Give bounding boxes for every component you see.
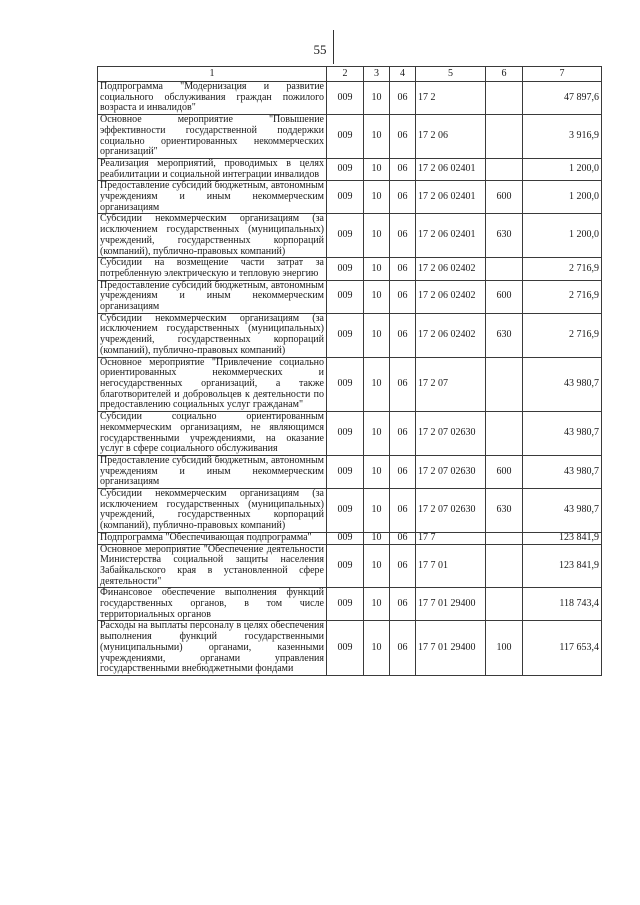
row-grbs-code: 009 (327, 158, 364, 180)
row-name: Субсидии некоммерческим организациям (за исключением государственных (муниципальных) учреждений, государственных корпораций (компаний), публично-правовых компаний) (98, 489, 327, 533)
row-subsection-code: 06 (390, 258, 416, 280)
table-row (98, 532, 602, 544)
row-grbs-code: 009 (327, 214, 364, 258)
row-target-code: 17 2 06 (416, 115, 486, 159)
row-target-code: 17 2 07 (416, 357, 486, 412)
table-row (98, 455, 602, 488)
row-amount: 43 980,7 (523, 489, 602, 533)
row-grbs-code: 009 (327, 621, 364, 676)
table-row (98, 357, 602, 412)
row-amount: 1 200,0 (523, 158, 602, 180)
row-expense-type-code (486, 258, 523, 280)
row-target-code: 17 2 06 02401 (416, 214, 486, 258)
row-subsection-code: 06 (390, 280, 416, 313)
row-section-code: 10 (364, 412, 390, 456)
row-target-code: 17 2 06 02402 (416, 280, 486, 313)
row-expense-type-code (486, 115, 523, 159)
row-name: Субсидии социально ориентированным некоммерческим организациям, не являющимся государственными учреждениями, на оказание услуг в сфере социального обслуживания (98, 412, 327, 456)
row-expense-type-code: 630 (486, 489, 523, 533)
row-subsection-code: 06 (390, 532, 416, 544)
row-expense-type-code: 100 (486, 621, 523, 676)
row-subsection-code: 06 (390, 621, 416, 676)
row-expense-type-code: 630 (486, 313, 523, 357)
table-row (98, 313, 602, 357)
row-name: Субсидии некоммерческим организациям (за исключением государственных (муниципальных) учреждений, государственных корпораций (компаний), публично-правовых компаний) (98, 313, 327, 357)
row-target-code: 17 2 06 02402 (416, 313, 486, 357)
header-row (98, 67, 602, 82)
row-grbs-code: 009 (327, 115, 364, 159)
header-col-7: 7 (523, 67, 602, 82)
row-grbs-code: 009 (327, 412, 364, 456)
row-amount: 43 980,7 (523, 357, 602, 412)
row-amount: 118 743,4 (523, 588, 602, 621)
row-grbs-code: 009 (327, 455, 364, 488)
row-grbs-code: 009 (327, 82, 364, 115)
row-section-code: 10 (364, 489, 390, 533)
table-row (98, 280, 602, 313)
row-expense-type-code (486, 82, 523, 115)
row-expense-type-code: 600 (486, 280, 523, 313)
row-subsection-code: 06 (390, 588, 416, 621)
row-section-code: 10 (364, 181, 390, 214)
row-grbs-code: 009 (327, 357, 364, 412)
row-amount: 2 716,9 (523, 313, 602, 357)
row-name: Предоставление субсидий бюджетным, автономным учреждениям и иным некоммерческим организациям (98, 455, 327, 488)
row-grbs-code: 009 (327, 280, 364, 313)
row-name: Предоставление субсидий бюджетным, автономным учреждениям и иным некоммерческим организациям (98, 181, 327, 214)
table-row (98, 181, 602, 214)
row-subsection-code: 06 (390, 82, 416, 115)
row-amount: 1 200,0 (523, 214, 602, 258)
row-name: Подпрограмма "Модернизация и развитие социального обслуживания граждан пожилого возраста и инвалидов" (98, 82, 327, 115)
row-amount: 2 716,9 (523, 280, 602, 313)
table-row (98, 588, 602, 621)
row-expense-type-code: 630 (486, 214, 523, 258)
row-grbs-code: 009 (327, 544, 364, 588)
row-section-code: 10 (364, 258, 390, 280)
row-section-code: 10 (364, 82, 390, 115)
page-number: 55 (313, 42, 327, 57)
budget-table (97, 66, 602, 676)
row-amount: 2 716,9 (523, 258, 602, 280)
row-subsection-code: 06 (390, 313, 416, 357)
table-row (98, 489, 602, 533)
row-grbs-code: 009 (327, 588, 364, 621)
table-row (98, 412, 602, 456)
table-row (98, 82, 602, 115)
row-name: Субсидии некоммерческим организациям (за исключением государственных (муниципальных) учреждений, государственных корпораций (компаний), публично-правовых компаний) (98, 214, 327, 258)
table-row (98, 158, 602, 180)
row-subsection-code: 06 (390, 489, 416, 533)
row-section-code: 10 (364, 588, 390, 621)
row-section-code: 10 (364, 280, 390, 313)
row-expense-type-code: 600 (486, 181, 523, 214)
row-grbs-code: 009 (327, 532, 364, 544)
table-body (98, 82, 602, 676)
row-section-code: 10 (364, 313, 390, 357)
row-amount: 43 980,7 (523, 412, 602, 456)
header-col-2: 2 (327, 67, 364, 82)
row-subsection-code: 06 (390, 455, 416, 488)
row-subsection-code: 06 (390, 357, 416, 412)
row-amount: 1 200,0 (523, 181, 602, 214)
row-subsection-code: 06 (390, 412, 416, 456)
row-name: Субсидии на возмещение части затрат за потребленную электрическую и тепловую энергию (98, 258, 327, 280)
row-section-code: 10 (364, 357, 390, 412)
row-section-code: 10 (364, 115, 390, 159)
row-amount: 47 897,6 (523, 82, 602, 115)
row-expense-type-code (486, 588, 523, 621)
row-amount: 3 916,9 (523, 115, 602, 159)
margin-mark (333, 30, 334, 64)
header-col-5: 5 (416, 67, 486, 82)
row-name: Расходы на выплаты персоналу в целях обеспечения выполнения функций государственными (муниципальными) органами, казенными учреждениями, органами управления государственными внебюджетными фондами (98, 621, 327, 676)
table-row (98, 544, 602, 588)
row-subsection-code: 06 (390, 544, 416, 588)
header-col-3: 3 (364, 67, 390, 82)
row-target-code: 17 2 07 02630 (416, 489, 486, 533)
row-expense-type-code (486, 532, 523, 544)
row-target-code: 17 2 06 02401 (416, 158, 486, 180)
row-target-code: 17 2 06 02401 (416, 181, 486, 214)
row-grbs-code: 009 (327, 258, 364, 280)
table-row (98, 115, 602, 159)
row-target-code: 17 2 07 02630 (416, 412, 486, 456)
row-subsection-code: 06 (390, 214, 416, 258)
row-expense-type-code (486, 357, 523, 412)
row-grbs-code: 009 (327, 313, 364, 357)
table-row (98, 621, 602, 676)
row-target-code: 17 7 01 (416, 544, 486, 588)
header-col-4: 4 (390, 67, 416, 82)
table-row (98, 214, 602, 258)
row-target-code: 17 7 01 29400 (416, 588, 486, 621)
row-amount: 117 653,4 (523, 621, 602, 676)
row-target-code: 17 2 (416, 82, 486, 115)
row-name: Основное мероприятие "Привлечение социально ориентированных некоммерческих и негосударственных организаций, а также благотворителей и добровольцев к деятельности по предоставлению социальных услуг гражданам" (98, 357, 327, 412)
row-amount: 123 841,9 (523, 532, 602, 544)
row-section-code: 10 (364, 544, 390, 588)
row-subsection-code: 06 (390, 181, 416, 214)
row-grbs-code: 009 (327, 181, 364, 214)
header-col-6: 6 (486, 67, 523, 82)
table-row (98, 258, 602, 280)
row-section-code: 10 (364, 158, 390, 180)
row-expense-type-code (486, 544, 523, 588)
row-name: Финансовое обеспечение выполнения функций государственных органов, в том числе территориальных органов (98, 588, 327, 621)
row-target-code: 17 2 06 02402 (416, 258, 486, 280)
header-col-1: 1 (98, 67, 327, 82)
row-subsection-code: 06 (390, 158, 416, 180)
row-target-code: 17 2 07 02630 (416, 455, 486, 488)
row-name: Основное мероприятие "Обеспечение деятельности Министерства социальной защиты населения Забайкальского края в установленной сфере деятельности" (98, 544, 327, 588)
row-section-code: 10 (364, 214, 390, 258)
row-expense-type-code (486, 158, 523, 180)
row-grbs-code: 009 (327, 489, 364, 533)
row-name: Реализация мероприятий, проводимых в целях реабилитации и социальной интеграции инвалидов (98, 158, 327, 180)
row-target-code: 17 7 01 29400 (416, 621, 486, 676)
row-section-code: 10 (364, 621, 390, 676)
row-subsection-code: 06 (390, 115, 416, 159)
row-name: Подпрограмма "Обеспечивающая подпрограмма" (98, 532, 327, 544)
row-amount: 43 980,7 (523, 455, 602, 488)
row-expense-type-code: 600 (486, 455, 523, 488)
row-name: Предоставление субсидий бюджетным, автономным учреждениям и иным некоммерческим организациям (98, 280, 327, 313)
row-section-code: 10 (364, 455, 390, 488)
row-section-code: 10 (364, 532, 390, 544)
row-name: Основное мероприятие "Повышение эффективности государственной поддержки социально ориентированных некоммерческих организаций" (98, 115, 327, 159)
row-expense-type-code (486, 412, 523, 456)
row-target-code: 17 7 (416, 532, 486, 544)
row-amount: 123 841,9 (523, 544, 602, 588)
